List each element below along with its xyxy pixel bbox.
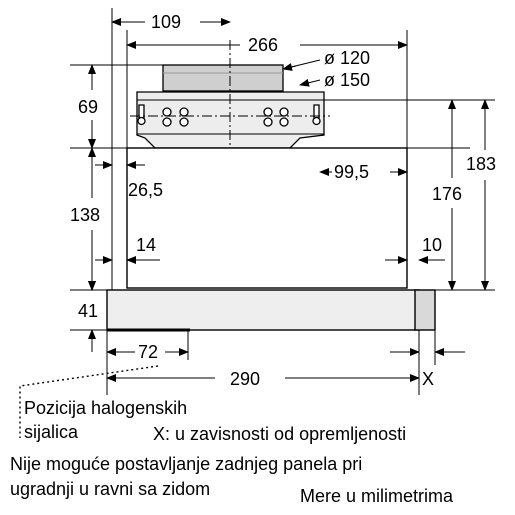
dim-x: X [422, 369, 435, 389]
dim-10: 10 [422, 235, 443, 255]
dim-290: 290 [230, 369, 261, 389]
dim-69: 69 [78, 97, 99, 117]
panel-note-line2: ugradnji u ravni sa zidom [10, 479, 211, 499]
handle-strip [415, 290, 435, 330]
dim-72: 72 [138, 342, 159, 362]
dim-176: 176 [432, 184, 463, 204]
halogen-note-line2: sijalica [24, 422, 79, 442]
front-panel [107, 290, 419, 330]
dim-d150: ø 150 [324, 70, 371, 90]
dim-26-5: 26,5 [128, 180, 164, 200]
dim-41: 41 [78, 301, 99, 321]
notes [10, 398, 454, 506]
dim-d120: ø 120 [324, 48, 371, 68]
dim-99-5: 99,5 [334, 162, 370, 182]
dim-138: 138 [70, 205, 101, 225]
halogen-note-line1: Pozicija halogenskih [24, 398, 188, 418]
dim-266: 266 [248, 35, 279, 55]
panel-note-line1: Nije moguće postavljanje zadnjeg panela pri [10, 454, 363, 474]
dim-109: 109 [151, 12, 182, 32]
dim-183: 183 [466, 154, 497, 174]
x-note: X: u zavisnosti od opremljenosti [153, 424, 407, 444]
units-note: Mere u milimetrima [300, 486, 454, 506]
exhaust-spigot [163, 65, 283, 91]
dim-14: 14 [136, 235, 157, 255]
